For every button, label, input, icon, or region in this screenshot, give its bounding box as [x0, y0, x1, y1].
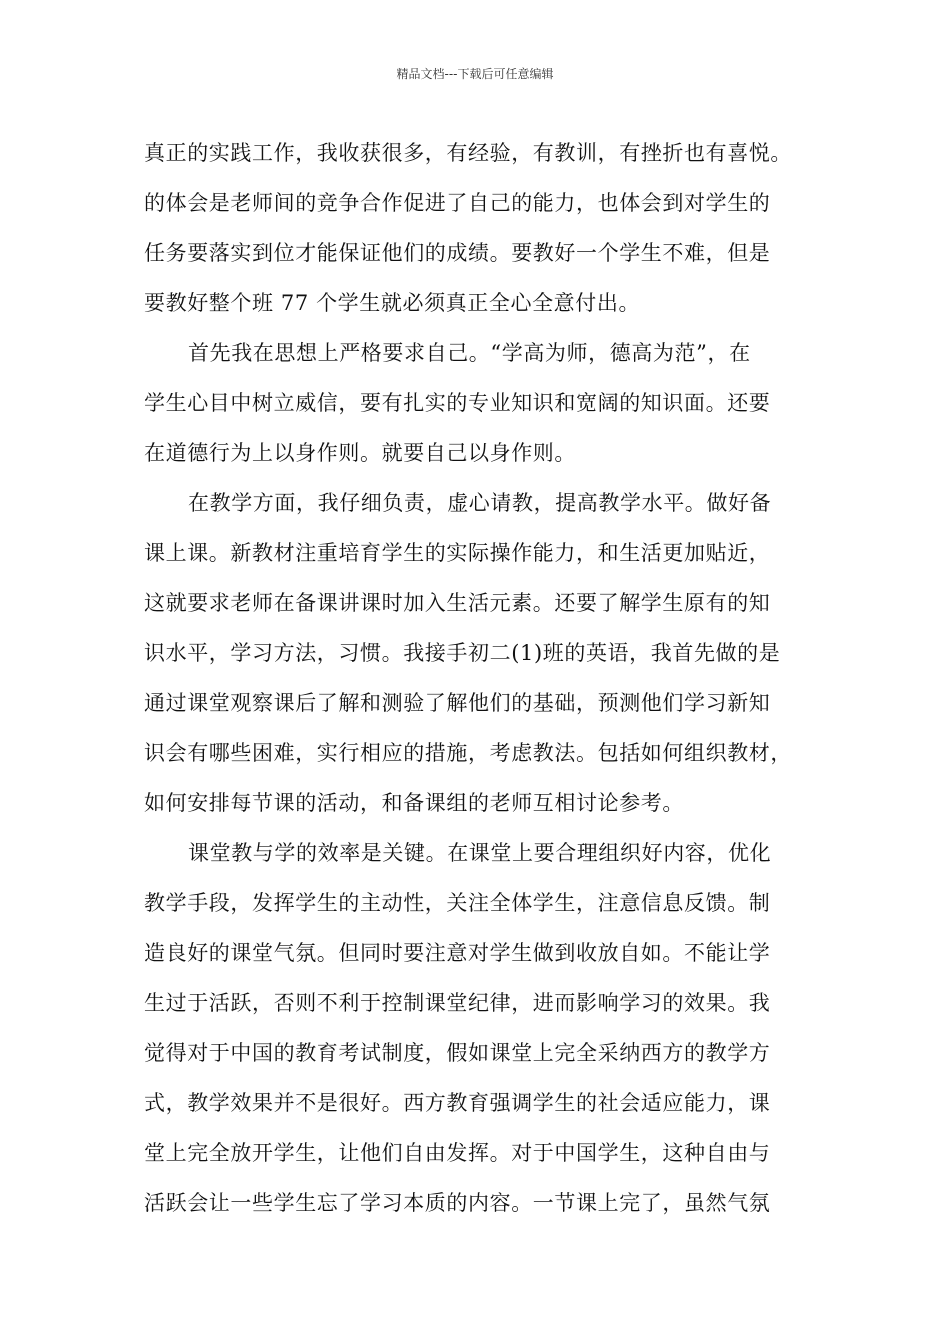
text-line: 如何安排每节课的活动，和备课组的老师互相讨论参考。 [144, 791, 684, 815]
paragraph-first-line: 首先我在思想上严格要求自己。“学高为师，德高为范”，在 [188, 341, 751, 365]
body-text [144, 128, 814, 1228]
text-line: 要教好整个班 77 个学生就必须真正全心全意付出。 [144, 291, 641, 315]
text-line: 识会有哪些困难，实行相应的措施，考虑教法。包括如何组织教材， [144, 741, 792, 765]
text-line: 造良好的课堂气氛。但同时要注意对学生做到收放自如。不能让学 [144, 941, 771, 965]
text-line: 活跃会让一些学生忘了学习本质的内容。一节课上完了，虽然气氛 [144, 1191, 771, 1215]
page-header: 精品文档---下载后可任意编辑 [396, 67, 554, 81]
text-line: 学生心目中树立威信，要有扎实的专业知识和宽阔的知识面。还要 [144, 391, 771, 415]
paragraph-first-line: 在教学方面，我仔细负责，虚心请教，提高教学水平。做好备 [188, 491, 772, 515]
text-line: 课上课。新教材注重培育学生的实际操作能力，和生活更加贴近， [144, 541, 771, 565]
text-line: 这就要求老师在备课讲课时加入生活元素。还要了解学生原有的知 [144, 591, 771, 615]
text-line: 在道德行为上以身作则。就要自己以身作则。 [144, 441, 576, 465]
text-line: 通过课堂观察课后了解和测验了解他们的基础，预测他们学习新知 [144, 691, 771, 715]
paragraph-first-line: 课堂教与学的效率是关键。在课堂上要合理组织好内容，优化 [188, 841, 772, 865]
text-line: 识水平，学习方法，习惯。我接手初二(1)班的英语，我首先做的是 [144, 641, 781, 665]
text-line: 任务要落实到位才能保证他们的成绩。要教好一个学生不难，但是 [144, 241, 771, 265]
text-line: 教学手段，发挥学生的主动性，关注全体学生，注意信息反馈。制 [144, 891, 771, 915]
text-line: 真正的实践工作，我收获很多，有经验，有教训，有挫折也有喜悦。 [144, 141, 792, 165]
text-line: 的体会是老师间的竞争合作促进了自己的能力，也体会到对学生的 [144, 191, 771, 215]
text-line: 堂上完全放开学生，让他们自由发挥。对于中国学生，这种自由与 [144, 1141, 771, 1165]
text-line: 觉得对于中国的教育考试制度，假如课堂上完全采纳西方的教学方 [144, 1041, 771, 1065]
text-line: 生过于活跃，否则不利于控制课堂纪律，进而影响学习的效果。我 [144, 991, 771, 1015]
text-line: 式，教学效果并不是很好。西方教育强调学生的社会适应能力，课 [144, 1091, 771, 1115]
